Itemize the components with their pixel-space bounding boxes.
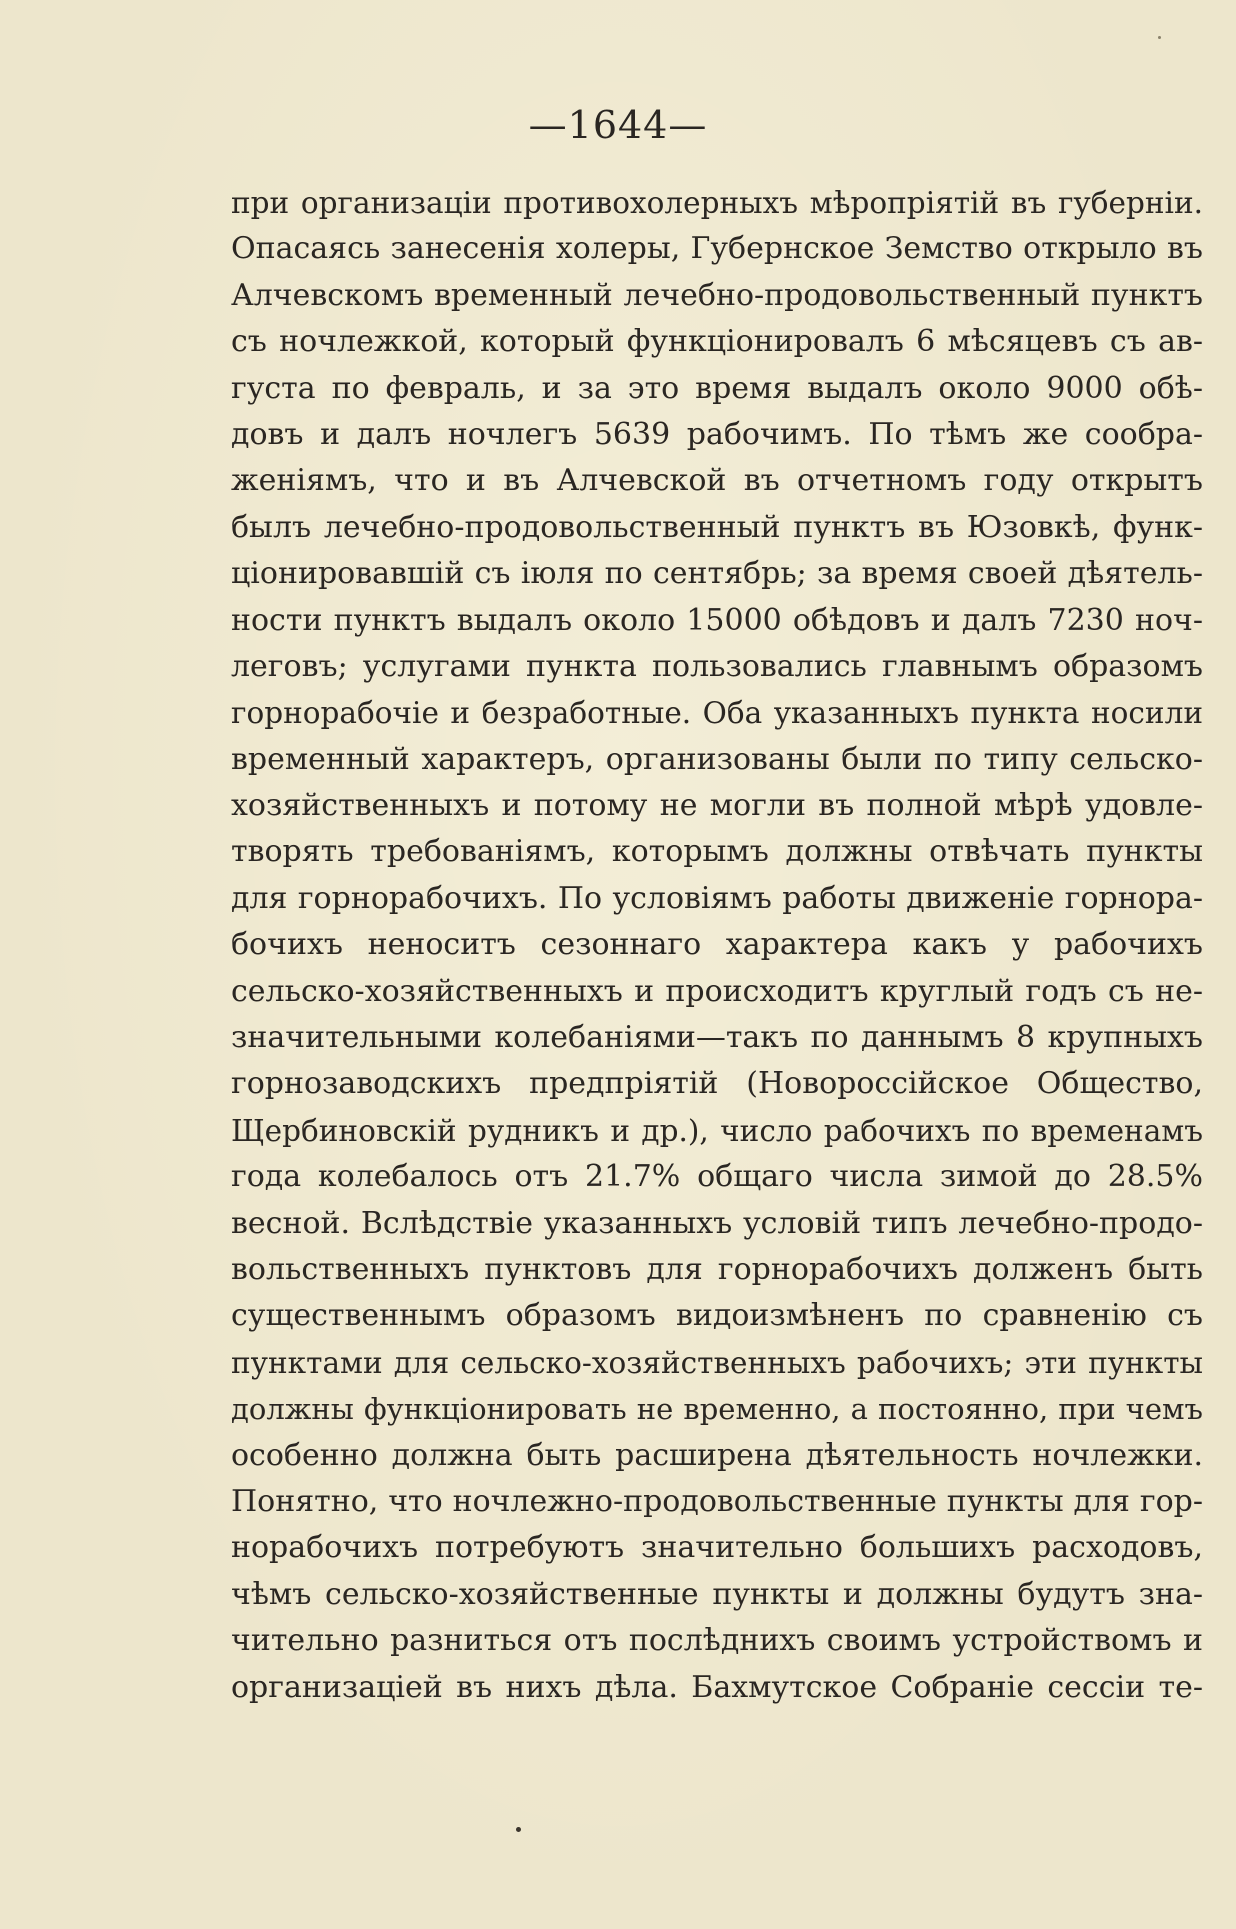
paper-mark	[1158, 36, 1161, 39]
text-line: года колебалось отъ 21.7% общаго числа зимой до 28.5%	[231, 1159, 1203, 1195]
text-line: довъ и далъ ночлегъ 5639 рабочимъ. По тѣмъ же сообра-	[231, 416, 1203, 452]
text-line: сельско-хозяйственныхъ и происходитъ круглый годъ съ не-	[231, 973, 1203, 1009]
page-number: —1644—	[528, 103, 708, 147]
text-line: временный характеръ, организованы были по типу сельско-	[231, 741, 1203, 777]
text-line: бочихъ неноситъ сезоннаго характера какъ у рабочихъ	[231, 927, 1203, 963]
ink-speck	[516, 1827, 521, 1832]
text-line: вольственныхъ пунктовъ для горнорабочихъ долженъ быть	[231, 1251, 1203, 1287]
text-line: особенно должна быть расширена дѣятельность ночлежки.	[231, 1437, 1203, 1473]
text-line: горнозаводскихъ предпріятій (Новороссійское Общество,	[231, 1066, 1203, 1102]
text-line: творять требованіямъ, которымъ должны отвѣчать пункты	[231, 834, 1203, 870]
body-text	[231, 180, 1203, 1711]
text-line: хозяйственныхъ и потому не могли въ полной мѣрѣ удовле-	[231, 788, 1203, 824]
text-line: Щербиновскій рудникъ и др.), число рабочихъ по временамъ	[231, 1113, 1203, 1148]
text-line: норабочихъ потребуютъ значительно большихъ расходовъ,	[231, 1530, 1203, 1566]
text-line: Понятно, что ночлежно-продовольственные пункты для гор-	[231, 1483, 1203, 1519]
text-line: пунктами для сельско-хозяйственныхъ рабочихъ; эти пункты	[231, 1345, 1203, 1380]
text-line: Опасаясь занесенія холеры, Губернское Земство открыло въ	[231, 231, 1203, 267]
text-line: чѣмъ сельско-хозяйственные пункты и должны будутъ зна-	[231, 1576, 1203, 1612]
text-line: леговъ; услугами пункта пользовались главнымъ образомъ	[231, 648, 1203, 684]
text-line: ціонировавшій съ іюля по сентябрь; за время своей дѣятель-	[231, 556, 1203, 592]
text-line: Алчевскомъ временный лечебно-продовольственный пунктъ	[231, 277, 1203, 313]
text-line: былъ лечебно-продовольственный пунктъ въ Юзовкѣ, функ-	[231, 509, 1203, 545]
text-line: значительными колебаніями—такъ по даннымъ 8 крупныхъ	[231, 1020, 1203, 1056]
text-line: съ ночлежкой, который функціонировалъ 6 мѣсяцевъ съ ав-	[231, 324, 1203, 360]
text-line: при организаціи противохолерныхъ мѣропріятій въ губерніи.	[231, 186, 1203, 220]
text-line: должны функціонировать не временно, а постоянно, при чемъ	[231, 1392, 1203, 1427]
text-line: существеннымъ образомъ видоизмѣненъ по сравненію съ	[231, 1298, 1203, 1334]
text-line: чительно разниться отъ послѣднихъ своимъ устройствомъ и	[231, 1623, 1203, 1659]
text-line: весной. Вслѣдствіе указанныхъ условій типъ лечебно-продо-	[231, 1205, 1203, 1241]
text-line: густа по февраль, и за это время выдалъ около 9000 обѣ-	[231, 370, 1203, 406]
text-line: горнорабочіе и безработные. Оба указанныхъ пункта носили	[231, 696, 1203, 731]
text-line: женіямъ, что и въ Алчевской въ отчетномъ году открытъ	[231, 463, 1203, 499]
text-line: ности пунктъ выдалъ около 15000 обѣдовъ и далъ 7230 ноч-	[231, 602, 1203, 638]
text-line: для горнорабочихъ. По условіямъ работы движеніе горнора-	[231, 880, 1203, 916]
text-line: организаціей въ нихъ дѣла. Бахмутское Собраніе сессіи те-	[231, 1669, 1203, 1705]
